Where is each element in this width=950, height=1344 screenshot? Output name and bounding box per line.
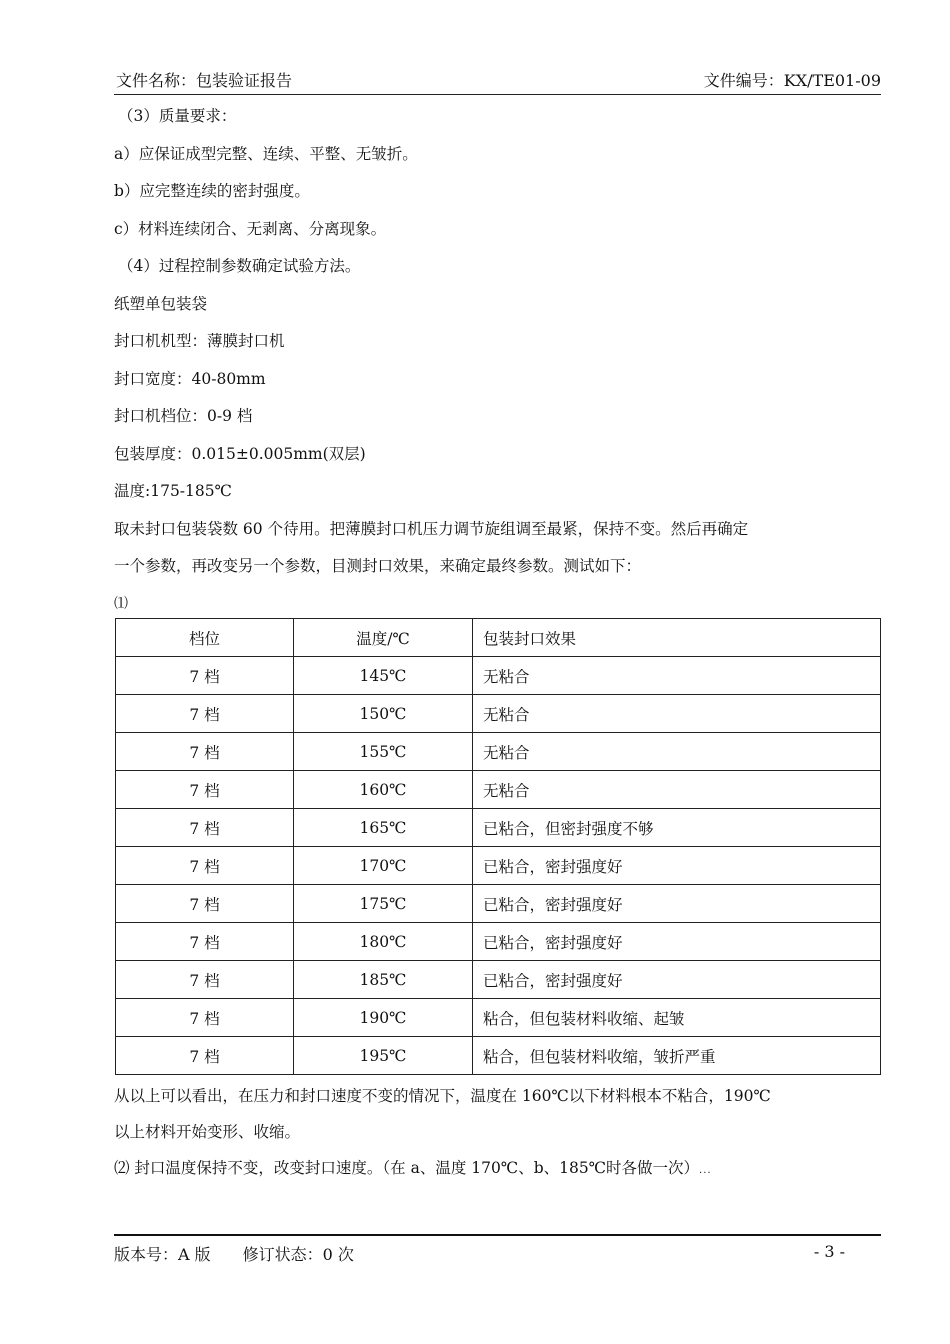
conclusion-line-1: 从以上可以看出，在压力和封口速度不变的情况下，温度在 160℃以下材料根本不粘合，190℃ — [114, 1087, 771, 1105]
test-2-description — [114, 1150, 881, 1186]
version-status: 版本号：A 版 修订状态：0 次 — [114, 1245, 354, 1264]
table-row — [116, 771, 881, 809]
cell-seal-effect: 无粘合 — [473, 771, 881, 809]
header-seal-effect: 包装封口效果 — [473, 619, 881, 657]
cell-seal-effect: 已粘合，但密封强度不够 — [473, 809, 881, 847]
test-method-heading: （4）过程控制参数确定试验方法。 — [118, 257, 361, 275]
cell-temperature: 165℃ — [294, 809, 473, 847]
cell-seal-effect: 无粘合 — [473, 695, 881, 733]
cell-gear: 7 档 — [116, 847, 294, 885]
cell-seal-effect: 已粘合，密封强度好 — [473, 923, 881, 961]
table-row — [116, 695, 881, 733]
cell-gear: 7 档 — [116, 885, 294, 923]
cell-gear: 7 档 — [116, 809, 294, 847]
cell-gear: 7 档 — [116, 695, 294, 733]
product-name: 纸塑单包装袋 — [114, 294, 208, 313]
table-row — [116, 809, 881, 847]
procedure-line-1: 取未封口包装袋数 60 个待用。把薄膜封口机压力调节旋组调至最紧，保持不变。然后再确定 — [114, 519, 749, 538]
temperature-range: 温度:175-185℃ — [114, 482, 232, 500]
procedure-line-2: 一个参数，再改变另一个参数，目测封口效果，来确定最终参数。测试如下： — [114, 557, 642, 575]
table-header-row — [116, 619, 881, 657]
cell-temperature: 150℃ — [294, 695, 473, 733]
body-text — [114, 98, 881, 616]
trailing-dots: ... — [699, 1165, 712, 1176]
cell-temperature: 190℃ — [294, 999, 473, 1037]
requirement-b: b）应完整连续的密封强度。 — [114, 182, 310, 200]
conclusion-text — [114, 1078, 881, 1186]
cell-gear: 7 档 — [116, 657, 294, 695]
cell-temperature: 185℃ — [294, 961, 473, 999]
page-footer — [114, 1234, 881, 1272]
table-row — [116, 1037, 881, 1075]
cell-gear: 7 档 — [116, 1037, 294, 1075]
table-row — [116, 923, 881, 961]
cell-seal-effect: 无粘合 — [473, 657, 881, 695]
cell-seal-effect: 已粘合，密封强度好 — [473, 961, 881, 999]
table-row — [116, 847, 881, 885]
cell-gear: 7 档 — [116, 771, 294, 809]
cell-gear: 7 档 — [116, 923, 294, 961]
package-thickness: 包装厚度：0.015±0.005mm(双层) — [114, 444, 366, 463]
cell-gear: 7 档 — [116, 733, 294, 771]
seal-width: 封口宽度：40-80mm — [114, 369, 266, 388]
cell-temperature: 170℃ — [294, 847, 473, 885]
cell-gear: 7 档 — [116, 961, 294, 999]
cell-seal-effect: 已粘合，密封强度好 — [473, 847, 881, 885]
conclusion-line-2: 以上材料开始变形、收缩。 — [114, 1123, 301, 1141]
cell-temperature: 155℃ — [294, 733, 473, 771]
test-1-label: ⑴ — [114, 595, 128, 612]
table-row — [116, 999, 881, 1037]
cell-seal-effect: 无粘合 — [473, 733, 881, 771]
test-2-text: ⑵ 封口温度保持不变，改变封口速度。（在 a、温度 170℃、b、185℃时各做一次） — [114, 1159, 700, 1177]
document-name: 文件名称：包装验证报告 — [116, 71, 293, 90]
cell-gear: 7 档 — [116, 999, 294, 1037]
temperature-test-table — [115, 618, 881, 1075]
page-header — [114, 64, 881, 95]
table-row — [116, 657, 881, 695]
cell-seal-effect: 已粘合，密封强度好 — [473, 885, 881, 923]
machine-gear: 封口机档位：0-9 档 — [114, 407, 253, 425]
cell-temperature: 195℃ — [294, 1037, 473, 1075]
cell-temperature: 145℃ — [294, 657, 473, 695]
table-row — [116, 733, 881, 771]
cell-seal-effect: 粘合，但包装材料收缩，皱折严重 — [473, 1037, 881, 1075]
page-number: - 3 - — [813, 1242, 845, 1261]
requirement-c: c）材料连续闭合、无剥离、分离现象。 — [114, 219, 387, 238]
header-gear: 档位 — [116, 619, 294, 657]
cell-seal-effect: 粘合，但包装材料收缩、起皱 — [473, 999, 881, 1037]
machine-type: 封口机机型：薄膜封口机 — [114, 332, 285, 350]
quality-requirements-heading: （3）质量要求： — [118, 107, 237, 125]
cell-temperature: 160℃ — [294, 771, 473, 809]
cell-temperature: 180℃ — [294, 923, 473, 961]
table-row — [116, 961, 881, 999]
document-number: 文件编号：KX/TE01-09 — [703, 71, 881, 90]
cell-temperature: 175℃ — [294, 885, 473, 923]
table-row — [116, 885, 881, 923]
header-temperature: 温度/℃ — [294, 619, 473, 657]
requirement-a: a）应保证成型完整、连续、平整、无皱折。 — [114, 144, 418, 163]
